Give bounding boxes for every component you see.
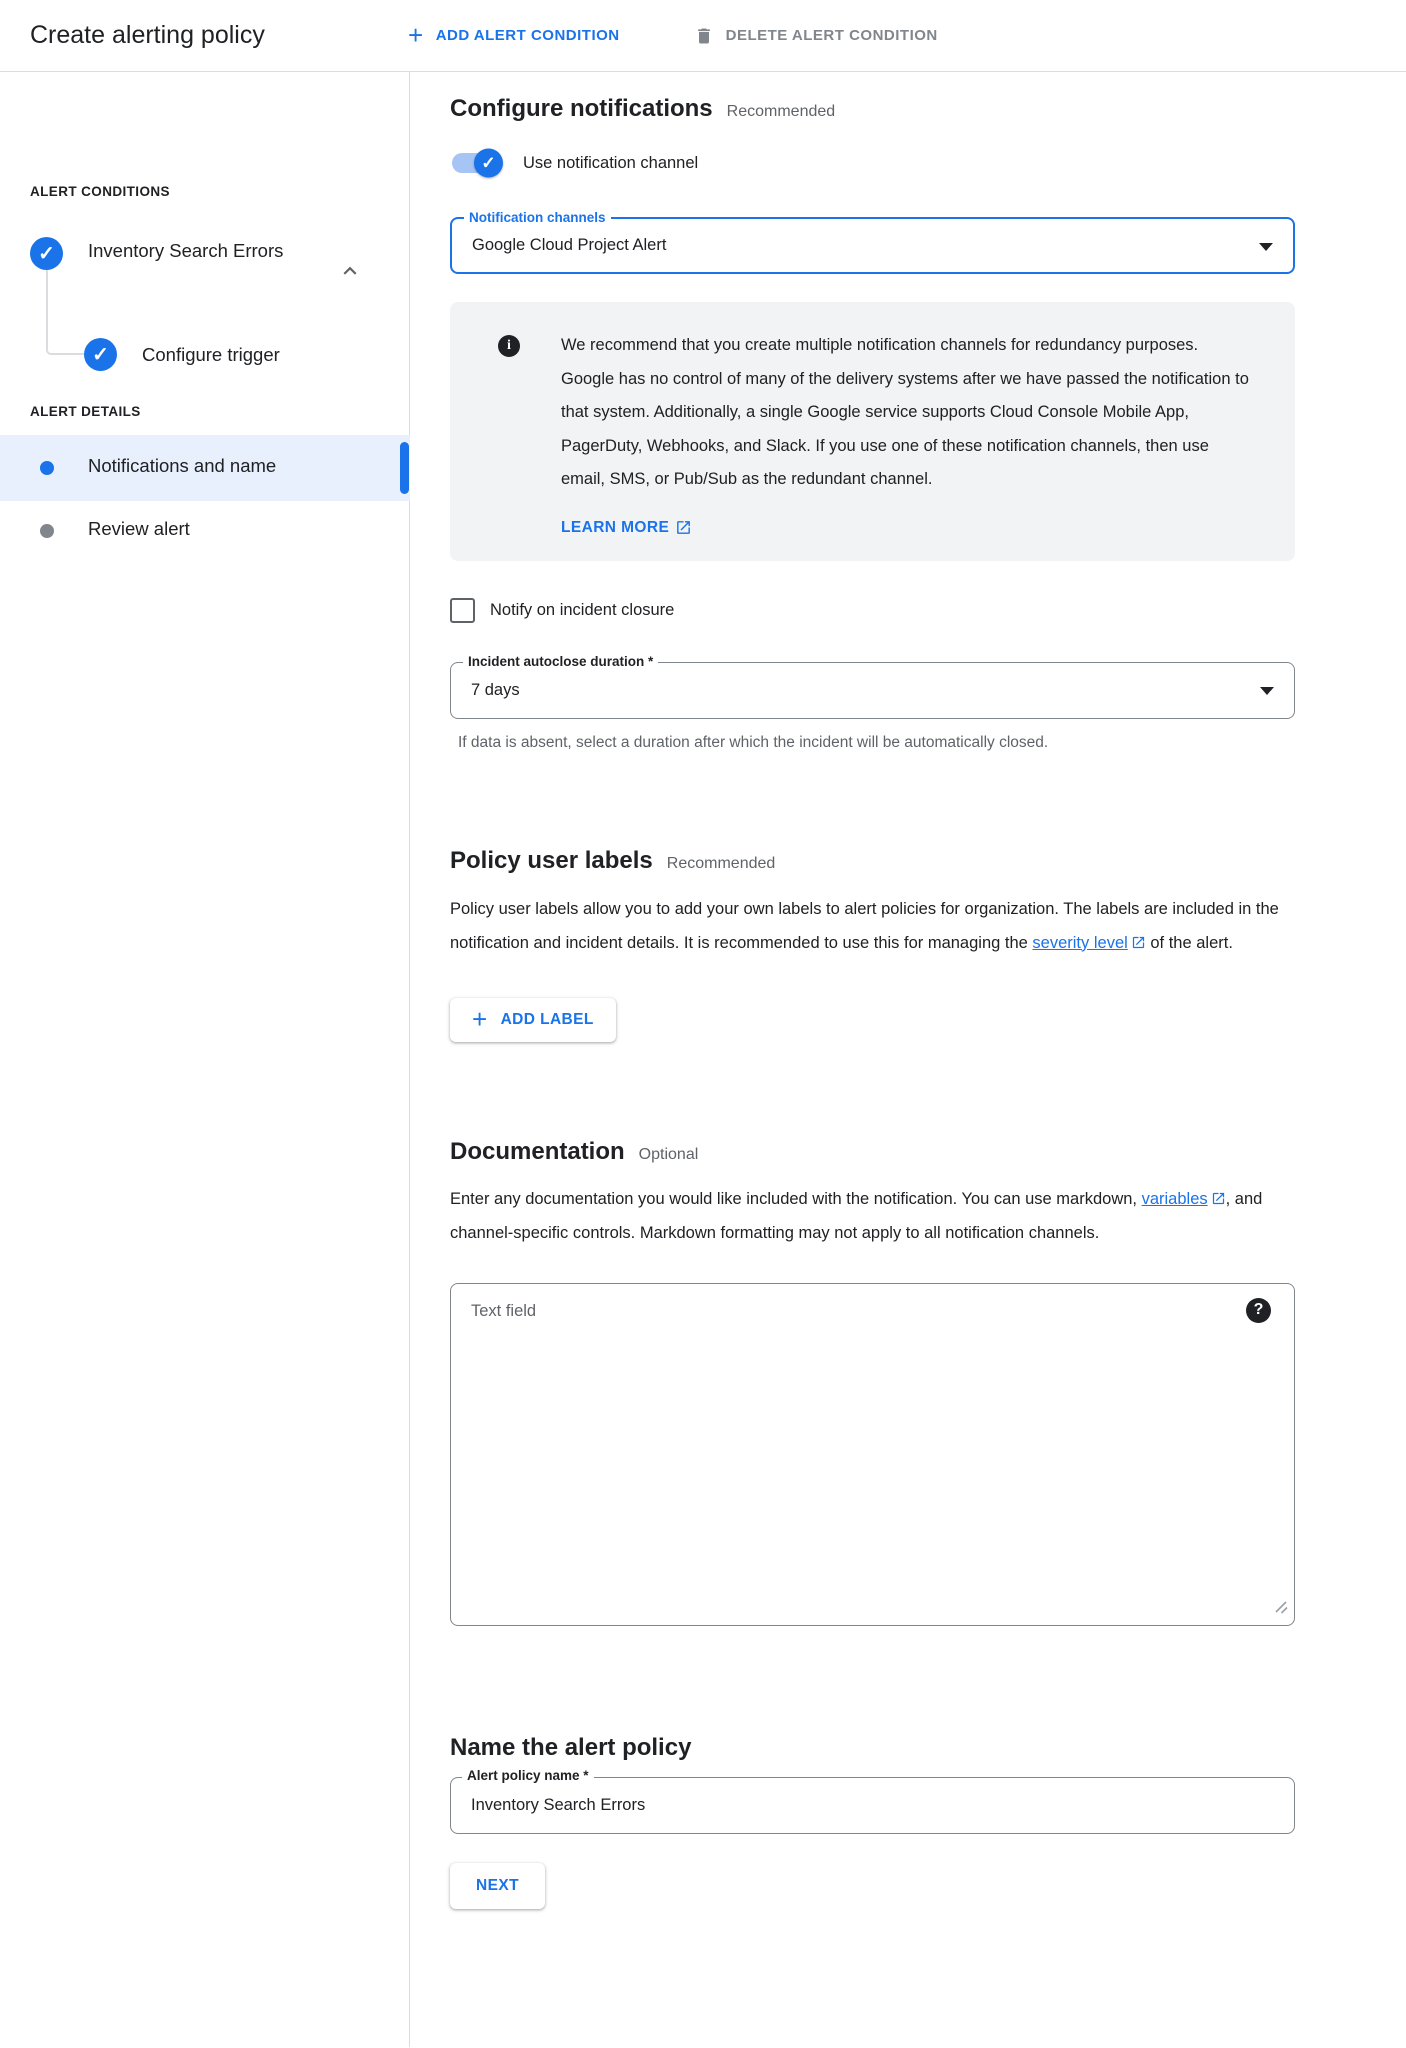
notify-on-closure-row <box>450 598 1350 623</box>
policy-user-labels-heading-row <box>450 847 1350 875</box>
field-value: Google Cloud Project Alert <box>472 236 667 254</box>
sidebar-item-configure-trigger[interactable]: Configure trigger <box>142 344 280 365</box>
name-policy-heading-row <box>450 1734 1350 1762</box>
dropdown-caret-icon <box>1259 243 1273 251</box>
active-step-indicator <box>400 442 409 494</box>
recommendation-info-box <box>450 302 1295 561</box>
section-badge: Recommended <box>726 103 836 120</box>
delete-alert-condition-button[interactable] <box>694 26 938 46</box>
next-button[interactable] <box>450 1863 545 1909</box>
sidebar-item-label: Notifications and name <box>88 455 277 476</box>
learn-more-link[interactable] <box>561 519 692 537</box>
section-title: Name the alert policy <box>450 1733 692 1761</box>
sidebar-item-review-alert[interactable] <box>0 501 410 561</box>
learn-more-label: LEARN MORE <box>561 518 670 536</box>
trigger-complete-icon: ✓ <box>84 338 117 371</box>
alert-policy-name-wrap <box>450 1767 1295 1834</box>
external-link-icon <box>1128 934 1146 952</box>
variables-link[interactable]: variables <box>1142 1190 1226 1208</box>
notification-channels-select[interactable] <box>450 210 1295 274</box>
dropdown-caret-icon <box>1260 687 1274 695</box>
incident-autoclose-select[interactable] <box>450 653 1295 719</box>
field-label: Incident autoclose duration * <box>463 653 658 672</box>
next-button-label: NEXT <box>476 1876 519 1894</box>
collapse-condition-button[interactable] <box>336 258 364 286</box>
chevron-up-icon <box>337 272 363 287</box>
external-link-icon <box>1208 1190 1226 1208</box>
page-title: Create alerting policy <box>30 21 265 49</box>
page-header <box>0 0 1406 72</box>
toggle-thumb <box>474 149 503 178</box>
help-icon[interactable]: ? <box>1246 1298 1271 1323</box>
section-badge: Optional <box>638 1145 699 1163</box>
sidebar-item-notifications-and-name[interactable] <box>0 435 410 501</box>
resize-handle[interactable] <box>1273 1599 1289 1620</box>
sidebar-item-label: Review alert <box>88 518 190 539</box>
trash-icon <box>694 26 714 46</box>
sidebar-item-condition[interactable]: Inventory Search Errors <box>88 240 284 261</box>
add-alert-condition-label: ADD ALERT CONDITION <box>435 27 620 44</box>
info-icon: i <box>498 335 520 357</box>
section-badge: Recommended <box>666 854 776 872</box>
severity-level-link[interactable]: severity level <box>1032 934 1145 952</box>
plus-icon: + <box>408 19 424 50</box>
field-label: Notification channels <box>464 209 611 228</box>
info-text: We recommend that you create multiple notification channels for redundancy purposes. Google has no control of many of the delivery systems after we have passed the notification to that system. Additionally, a single Google service supports Cloud Console Mobile App, PagerDuty, Webhooks, and Slack. If you use one of these notification channels, then use email, SMS, or Pub/Sub as the redundant channel. <box>561 336 1249 488</box>
autoclose-helper-text: If data is absent, select a duration after which the incident will be automatically closed. <box>458 733 1049 751</box>
step-dot-icon <box>40 524 54 538</box>
notify-on-closure-checkbox[interactable] <box>450 598 475 623</box>
section-title: Policy user labels <box>450 846 653 874</box>
tree-connector-line <box>46 270 84 355</box>
condition-complete-icon: ✓ <box>30 237 63 270</box>
policy-user-labels-description: Policy user labels allow you to add your own labels to alert policies for organization. The labels are included in the notification and incident details. It is recommended to use this for managing the severity level of the alert. <box>450 899 1279 952</box>
alert-details-header: ALERT DETAILS <box>30 404 141 419</box>
field-label: Alert policy name * <box>462 1767 594 1786</box>
main-panel <box>410 72 1350 2047</box>
use-notification-channel-toggle[interactable] <box>452 153 499 173</box>
section-title: Documentation <box>450 1137 625 1165</box>
add-label-button[interactable] <box>450 998 616 1042</box>
documentation-description: Enter any documentation you would like included with the notification. You can use markdown, variables , and channel-specific controls. Markdown formatting may not apply to all notification channels. <box>450 1189 1263 1242</box>
field-value: 7 days <box>471 680 520 699</box>
section-title: Configure notifications <box>450 95 713 122</box>
configure-notifications-heading-row <box>450 95 1350 123</box>
plus-icon: + <box>472 1003 488 1034</box>
alert-conditions-header: ALERT CONDITIONS <box>30 184 170 199</box>
add-label-button-label: ADD LABEL <box>500 1010 594 1028</box>
steps-sidebar <box>0 72 410 2047</box>
external-link-icon <box>675 519 692 536</box>
check-icon: ✓ <box>481 153 496 172</box>
documentation-field-wrap <box>450 1283 1295 1626</box>
delete-alert-condition-label: DELETE ALERT CONDITION <box>725 27 938 44</box>
toggle-label: Use notification channel <box>523 153 699 172</box>
checkbox-label: Notify on incident closure <box>490 600 675 619</box>
documentation-heading-row <box>450 1138 1350 1166</box>
use-notification-channel-row <box>450 148 1350 178</box>
add-alert-condition-button[interactable] <box>408 19 620 50</box>
documentation-textarea[interactable] <box>450 1283 1295 1626</box>
step-dot-icon <box>40 461 54 475</box>
